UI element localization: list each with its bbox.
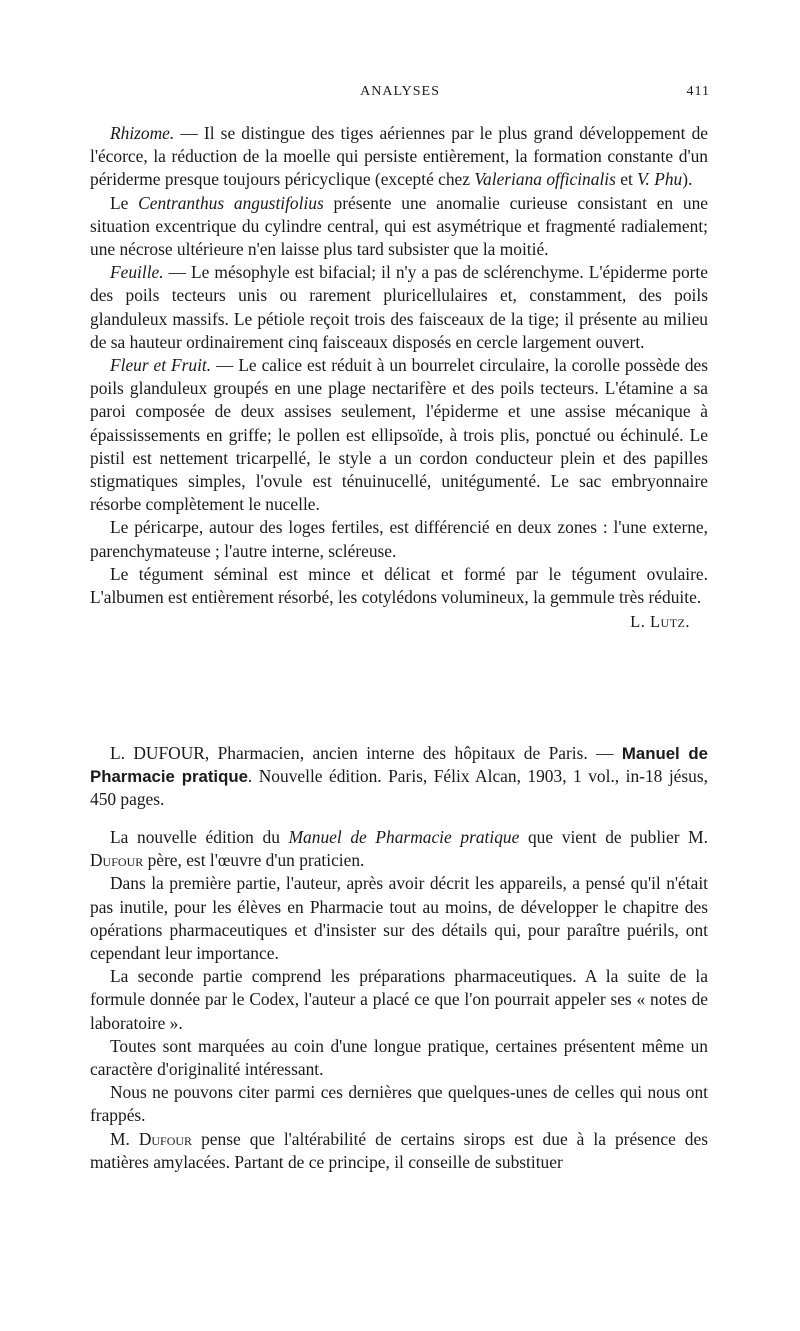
fleur-text: — Le calice est réduit à un bourrelet circulaire, la corolle possède des poils glanduleux groupés en une plage nectarifère et des poils tecteurs. L'étamine a sa paroi composée de deux assises seulement, l'épiderme et une assise mécanique à épaississements en griffe; le pollen est ellipsoïde, à trois plis, ponctué ou échinulé. Le pistil est nettement tricarpellé, le style a un cordon conducteur plein et des papilles stigmatiques simples, l'ovule est ténuinucellé, unitégumenté. Le sac embryonnaire résorbe complètement le nucelle. [90,355,709,515]
intro-book-title: Manuel de Pharmacie pratique [288,827,520,847]
species-valeriana: Valeriana officinalis [474,169,616,190]
paragraph-intro [90,826,708,872]
rhizome-and: et [615,169,638,190]
running-header [90,84,710,106]
signature: L. Lutz. [630,612,690,632]
section-label-fleur: Fleur et Fruit. [110,355,212,376]
paragraph-pericarpe: Le péricarpe, autour des loges fertiles, est différencié en deux zones : l'une externe, parenchymateuse ; l'autre interne, scléreuse. [90,517,708,561]
paragraph-premiere-partie: Dans la première partie, l'auteur, après avoir décrit les appareils, a pensé qu'il n'était pas inutile, pour les élèves en Pharmacie tout au moins, de développer le chapitre des opérations pharmaceutiques et d'insister sur des détails qui, pour paraître puérils, ont cependant leur importance. [90,873,708,964]
section-label-feuille: Feuille. [110,262,164,283]
bibliographic-entry [90,742,708,812]
page-number: 411 [686,84,710,99]
paragraph-centranthus [90,192,708,262]
intro-mid: que vient de publier M. [519,827,708,847]
paragraph-fleur [90,354,708,516]
paragraph-rhizome [90,122,708,192]
species-phu: V. Phu [637,169,683,190]
book-title: Manuel de Pharmacie pratique [90,744,708,787]
paragraph-citations: Nous ne pouvons citer parmi ces dernières que quelques-unes de celles qui nous ont frappés. [90,1082,708,1126]
review-manuel [90,826,708,1174]
intro-end: père, est l'œuvre d'un praticien. [143,850,365,871]
species-centranthus: Centranthus angustifolius [138,192,324,213]
paragraph-seconde-partie: La seconde partie comprend les préparations pharmaceutiques. A la suite de la formule donnée par le Codex, l'auteur a placé ce que l'on pourrait appeler ses « notes de laboratoire ». [90,966,708,1033]
publication-details: . Nouvelle édition. Paris, Félix Alcan, 1903, 1 vol., in-18 jésus, 450 pages. [90,766,708,810]
paragraph-sirops [90,1128,708,1174]
paragraph-feuille [90,261,708,354]
centranthus-pre: Le [110,192,139,213]
paragraph-pratique: Toutes sont marquées au coin d'une longue pratique, certaines présentent même un caractère d'originalité intéressant. [90,1035,708,1080]
sirops-text: pense que l'altérabilité de certains sirops est due à la présence des matières amylacées. Partant de ce principe, il conseille de substituer [90,1128,708,1172]
sirops-pre: M. [110,1128,139,1149]
author-description: , Pharmacien, ancien interne des hôpitaux de Paris. — [204,743,622,763]
bibliography-citation [90,742,708,812]
paragraph-tegument: Le tégument séminal est mince et délicat et formé par le tégument ovulaire. L'albumen est entièrement résorbé, les cotylédons volumineux, la gemmule très réduite. [90,563,708,608]
book-author: L. DUFOUR [110,743,205,763]
rhizome-text: — Il se distingue des tiges aériennes par le plus grand développement de l'écorce, la réduction de la moelle qui persiste entièrement, la formation constante d'un périderme presque toujours péricyclique (excepté chez [90,123,708,190]
centranthus-text: présente une anomalie curieuse consistant en une situation excentrique du cylindre central, qui est asymétrique et fragmenté radialement; une nécrose ultérieure n'en laisse plus tard subsister que la moitié. [90,192,708,260]
intro-pre: La nouvelle édition du [110,827,289,847]
review-lutz [90,122,708,633]
author-name: Dufour [90,850,144,871]
section-label-rhizome: Rhizome. [110,123,175,143]
feuille-text: — Le mésophyle est bifacial; il n'y a pas de sclérenchyme. L'épiderme porte des poils tecteurs unis ou rarement pluricellulaires et, constamment, des poils glanduleux massifs. Le pétiole reçoit trois des faisceaux de la tige; il présente au milieu de sa hauteur ordinairement cinq faisceaux disposés en cercle largement ouvert. [90,262,708,352]
rhizome-end: ). [682,169,693,190]
running-header-title: ANALYSES [360,84,440,99]
author-name-2: Dufour [138,1128,193,1149]
